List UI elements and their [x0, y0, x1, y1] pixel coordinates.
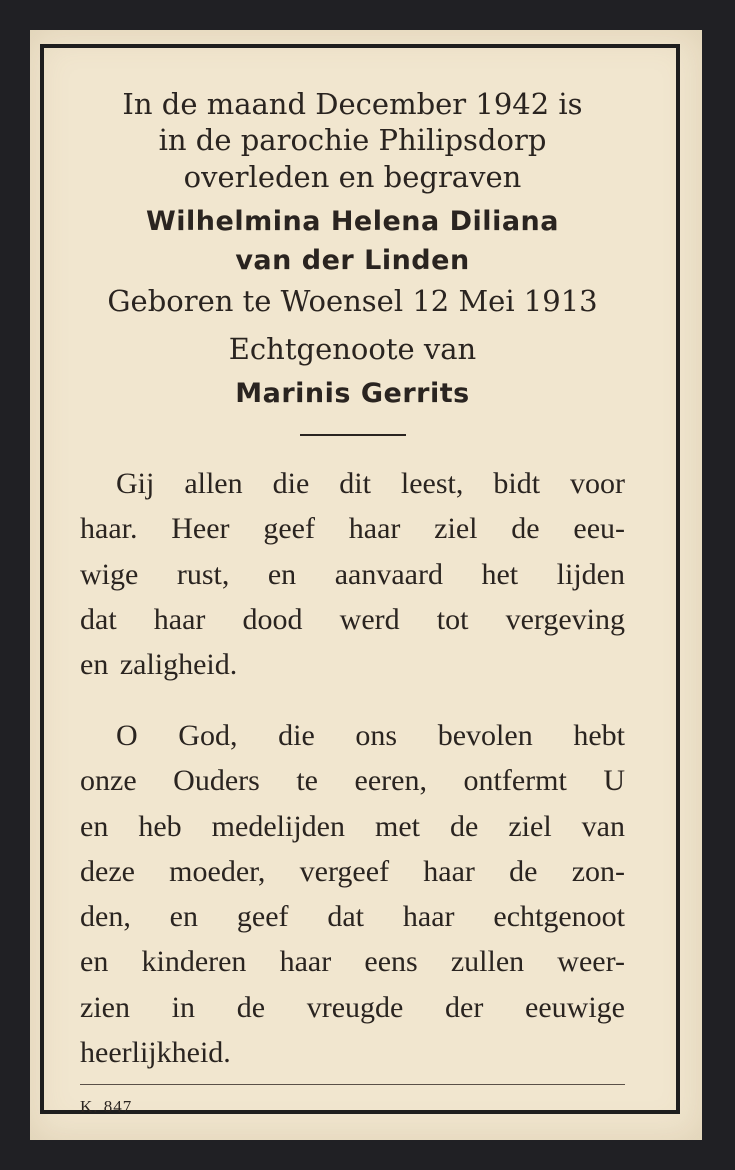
footer-rule [80, 1084, 625, 1085]
prayer-2-line: en kinderen haar eens zullen weer- [80, 945, 625, 979]
intro-line-3: overleden en begraven [183, 160, 522, 194]
print-code: K. 847 [80, 1097, 133, 1116]
prayer-2-line: onze Ouders te eeren, ontfermt U [80, 764, 625, 798]
prayer-2-line: zien in de vreugde der eeuwige [80, 990, 625, 1024]
prayer-1-line: wige rust, en aanvaard het lijden [80, 557, 625, 591]
prayer-1-line: Gij allen die dit leest, bidt voor [116, 467, 625, 500]
prayer-paragraph-1 [80, 461, 625, 687]
birth-line: Geboren te Woensel 12 Mei 1913 [107, 284, 598, 318]
intro-line-1: In de maand December 1942 is [122, 87, 583, 121]
prayer-2-line: O God, die ons bevolen hebt [116, 719, 625, 752]
prayer-1-line: haar. Heer geef haar ziel de eeu- [80, 512, 625, 546]
prayer-2-line: heerlijkheid. [80, 1036, 231, 1070]
prayer-paragraph-2 [80, 713, 625, 1075]
prayer-2-line: deze moeder, vergeef haar de zon- [80, 854, 625, 888]
spouse-name: Marinis Gerrits [235, 378, 470, 409]
deceased-name-line-1: Wilhelmina Helena Diliana [146, 206, 559, 237]
section-divider [300, 434, 406, 436]
intro-line-2: in de parochie Philipsdorp [158, 123, 547, 157]
spouse-label: Echtgenoote van [228, 332, 477, 366]
prayer-2-line: en heb medelijden met de ziel van [80, 809, 625, 843]
prayer-2-line: den, en geef dat haar echtgenoot [80, 900, 625, 934]
prayer-1-line: dat haar dood werd tot vergeving [80, 602, 625, 636]
deceased-name-line-2: van der Linden [235, 245, 470, 276]
prayer-1-line: en zaligheid. [80, 648, 238, 682]
